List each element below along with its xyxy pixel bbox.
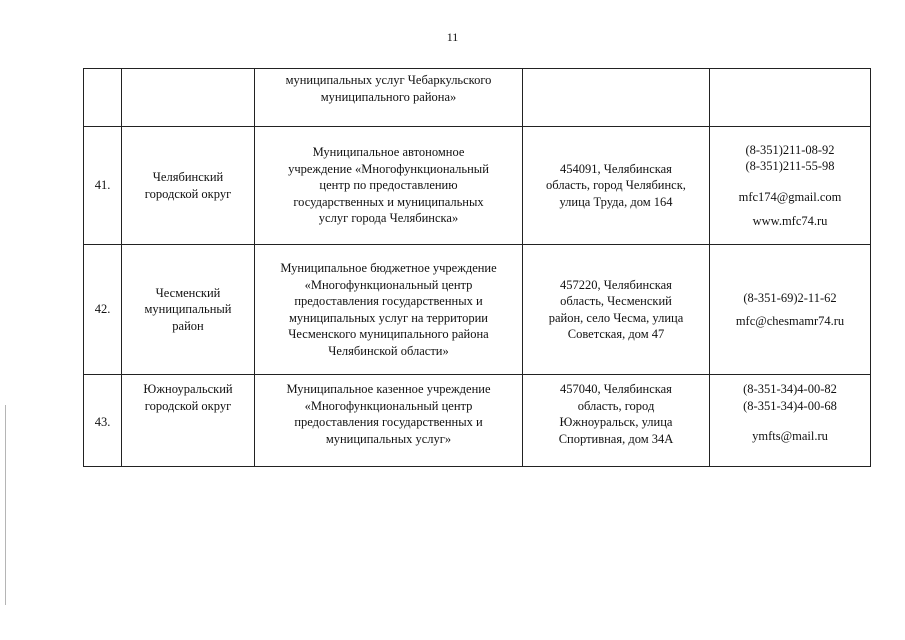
contacts-cell	[710, 245, 871, 375]
organization-line: Чесменского муниципального района	[288, 327, 489, 341]
contacts-cell	[710, 127, 871, 245]
organization-line: государственных и муниципальных	[293, 194, 484, 209]
address-line: область, Чесменский	[560, 294, 672, 308]
table-row-continuation	[84, 69, 871, 127]
row-number-cell: 42.	[84, 245, 122, 375]
organization-line: услуг города Челябинска»	[318, 211, 459, 226]
municipality-line: район	[172, 318, 204, 333]
address-line: 457040, Челябинская	[560, 382, 672, 396]
address-line: Южноуральск, улица	[559, 415, 673, 429]
row-number-cell: 41.	[84, 127, 122, 245]
phone-number: (8-351)211-55-98	[745, 159, 835, 173]
municipality-line: муниципальный	[144, 302, 232, 317]
organization-line: Муниципальное казенное учреждение	[286, 382, 491, 396]
organization-line: предоставления государственных и	[294, 415, 483, 429]
organization-line: предоставления государственных и	[294, 294, 483, 308]
organization-line: муниципальных услуг Чебаркульского	[285, 73, 492, 87]
organization-line: учреждение «Многофункциональный	[288, 161, 489, 176]
organization-line: «Многофункциональный центр	[304, 277, 473, 292]
website-url: www.mfc74.ru	[752, 214, 828, 228]
address-line: Спортивная, дом 34А	[558, 431, 674, 446]
organization-line: муниципальных услуг на территории	[289, 310, 488, 325]
organization-line: муниципального района»	[320, 89, 457, 104]
page-number: 11	[446, 30, 459, 44]
address-line: улица Труда, дом 164	[559, 194, 673, 209]
municipality-line: городской округ	[144, 186, 232, 201]
contacts-cell	[710, 69, 871, 127]
phone-number: (8-351-34)4-00-82	[743, 382, 837, 396]
municipality-line: Чесменский	[155, 285, 221, 300]
address-cell	[523, 69, 710, 127]
phone-number: (8-351-34)4-00-68	[743, 398, 837, 413]
phone-number: (8-351-69)2-11-62	[743, 291, 837, 305]
municipality-cell	[122, 245, 255, 375]
municipality-cell	[122, 127, 255, 245]
scan-margin-line	[5, 405, 6, 605]
address-cell	[523, 245, 710, 375]
organization-cell	[255, 69, 523, 127]
organization-line: Муниципальное бюджетное учреждение	[280, 261, 497, 275]
municipality-line: городской округ	[144, 398, 232, 413]
address-line: Советская, дом 47	[567, 327, 665, 341]
phone-number: (8-351)211-08-92	[745, 142, 835, 157]
address-cell	[523, 127, 710, 245]
email-address: ymfts@mail.ru	[752, 429, 828, 443]
municipality-cell	[122, 375, 255, 467]
organization-line: Челябинской области»	[328, 343, 449, 358]
organization-cell	[255, 127, 523, 245]
municipality-line: Челябинский	[152, 170, 224, 184]
table-row-42	[84, 245, 871, 375]
address-line: область, город Челябинск,	[546, 178, 686, 193]
row-number-cell	[84, 69, 122, 127]
address-line: область, город	[577, 398, 655, 413]
organization-cell	[255, 245, 523, 375]
contacts-cell	[710, 375, 871, 467]
table-row-41	[84, 127, 871, 245]
address-line: 457220, Челябинская	[560, 277, 672, 292]
row-number-cell: 43.	[84, 375, 122, 467]
table-row-43	[84, 375, 871, 467]
address-cell	[523, 375, 710, 467]
address-line: 454091, Челябинская	[560, 161, 672, 176]
organization-cell	[255, 375, 523, 467]
organization-line: «Многофункциональный центр	[304, 398, 473, 413]
address-line: район, село Чесма, улица	[548, 310, 684, 325]
organization-line: Муниципальное автономное	[312, 145, 465, 160]
municipality-line: Южноуральский	[143, 382, 233, 396]
email-address: mfc174@gmail.com	[738, 189, 842, 204]
organization-line: муниципальных услуг»	[325, 431, 452, 446]
mfc-registry-table	[83, 68, 871, 467]
municipality-cell	[122, 69, 255, 127]
organization-line: центр по предоставлению	[319, 178, 458, 193]
email-address: mfc@chesmamr74.ru	[735, 313, 845, 328]
